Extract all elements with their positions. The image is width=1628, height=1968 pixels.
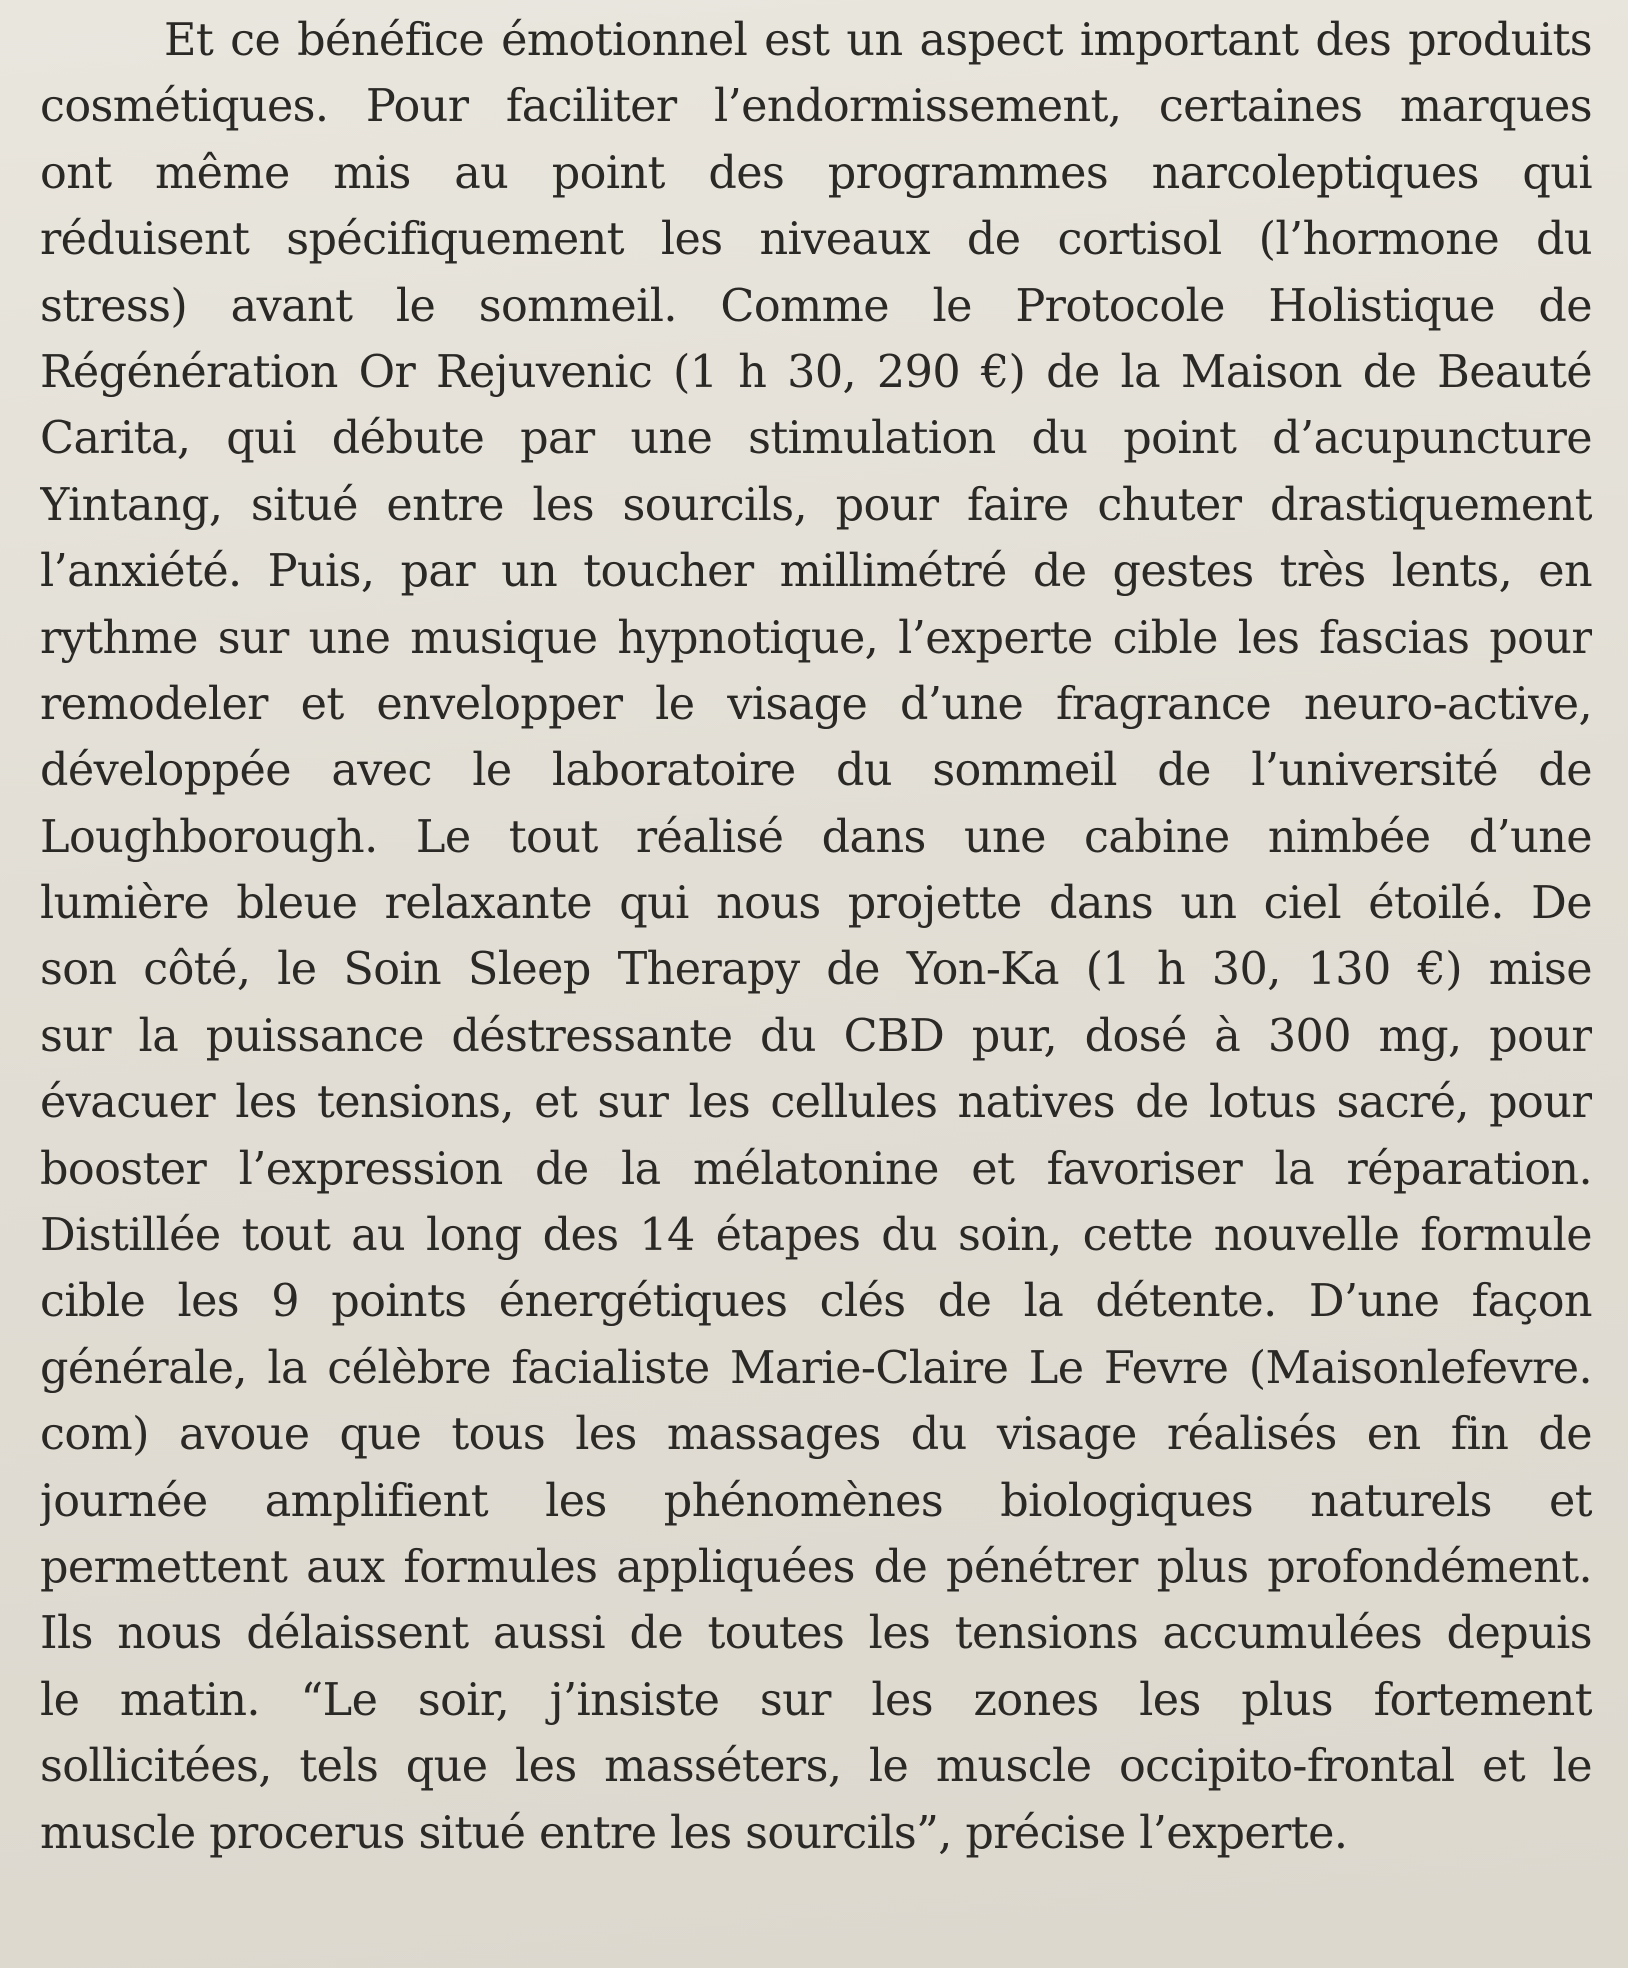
- text-line: l’anxiété. Puis, par un toucher millimétré de gestes très lents, en: [40, 546, 1592, 598]
- text-line: lumière bleue relaxante qui nous projette dans un ciel étoilé. De: [40, 878, 1592, 930]
- text-line: cosmétiques. Pour faciliter l’endormissement, certaines marques: [40, 81, 1592, 133]
- text-line: com) avoue que tous les massages du visage réalisés en fin de: [40, 1409, 1592, 1461]
- text-line: Loughborough. Le tout réalisé dans une cabine nimbée d’une: [40, 811, 1592, 863]
- text-line: Et ce bénéfice émotionnel est un aspect important des produits: [164, 15, 1592, 66]
- text-line: Régénération Or Rejuvenic (1 h 30, 290 €) de la Maison de Beauté: [40, 346, 1592, 398]
- text-line: booster l’expression de la mélatonine et favoriser la réparation.: [40, 1143, 1592, 1195]
- text-line: développée avec le laboratoire du sommeil de l’université de: [40, 745, 1592, 797]
- text-line: sur la puissance déstressante du CBD pur, dosé à 300 mg, pour: [40, 1010, 1592, 1062]
- text-line: rythme sur une musique hypnotique, l’experte cible les fascias pour: [40, 612, 1592, 664]
- text-line: son côté, le Soin Sleep Therapy de Yon-Ka (1 h 30, 130 €) mise: [40, 944, 1592, 996]
- text-line: sollicitées, tels que les masséters, le muscle occipito-frontal et le: [40, 1741, 1592, 1793]
- text-line: stress) avant le sommeil. Comme le Protocole Holistique de: [40, 280, 1592, 332]
- text-line: permettent aux formules appliquées de pénétrer plus profondément.: [40, 1541, 1592, 1593]
- text-line: cible les 9 points énergétiques clés de la détente. D’une façon: [40, 1276, 1592, 1328]
- text-line: remodeler et envelopper le visage d’une fragrance neuro-active,: [40, 678, 1592, 730]
- text-line: le matin. “Le soir, j’insiste sur les zones les plus fortement: [40, 1674, 1592, 1726]
- text-line: Yintang, situé entre les sourcils, pour faire chuter drastiquement: [40, 479, 1592, 531]
- text-line: ont même mis au point des programmes narcoleptiques qui: [40, 147, 1592, 199]
- text-line: journée amplifient les phénomènes biologiques naturels et: [40, 1475, 1592, 1527]
- text-line: Carita, qui débute par une stimulation du point d’acupuncture: [40, 413, 1592, 465]
- text-line: évacuer les tensions, et sur les cellules natives de lotus sacré, pour: [40, 1077, 1592, 1129]
- text-line: générale, la célèbre facialiste Marie-Claire Le Fevre (Maisonlefevre.: [40, 1342, 1592, 1394]
- text-line: Distillée tout au long des 14 étapes du soin, cette nouvelle formule: [40, 1210, 1592, 1262]
- text-line: Ils nous délaissent aussi de toutes les tensions accumulées depuis: [40, 1608, 1592, 1660]
- text-line: muscle procerus situé entre les sourcils”, précise l’experte.: [40, 1807, 1348, 1859]
- body-paragraph: [40, 8, 1592, 1867]
- text-line: réduisent spécifiquement les niveaux de cortisol (l’hormone du: [40, 214, 1592, 266]
